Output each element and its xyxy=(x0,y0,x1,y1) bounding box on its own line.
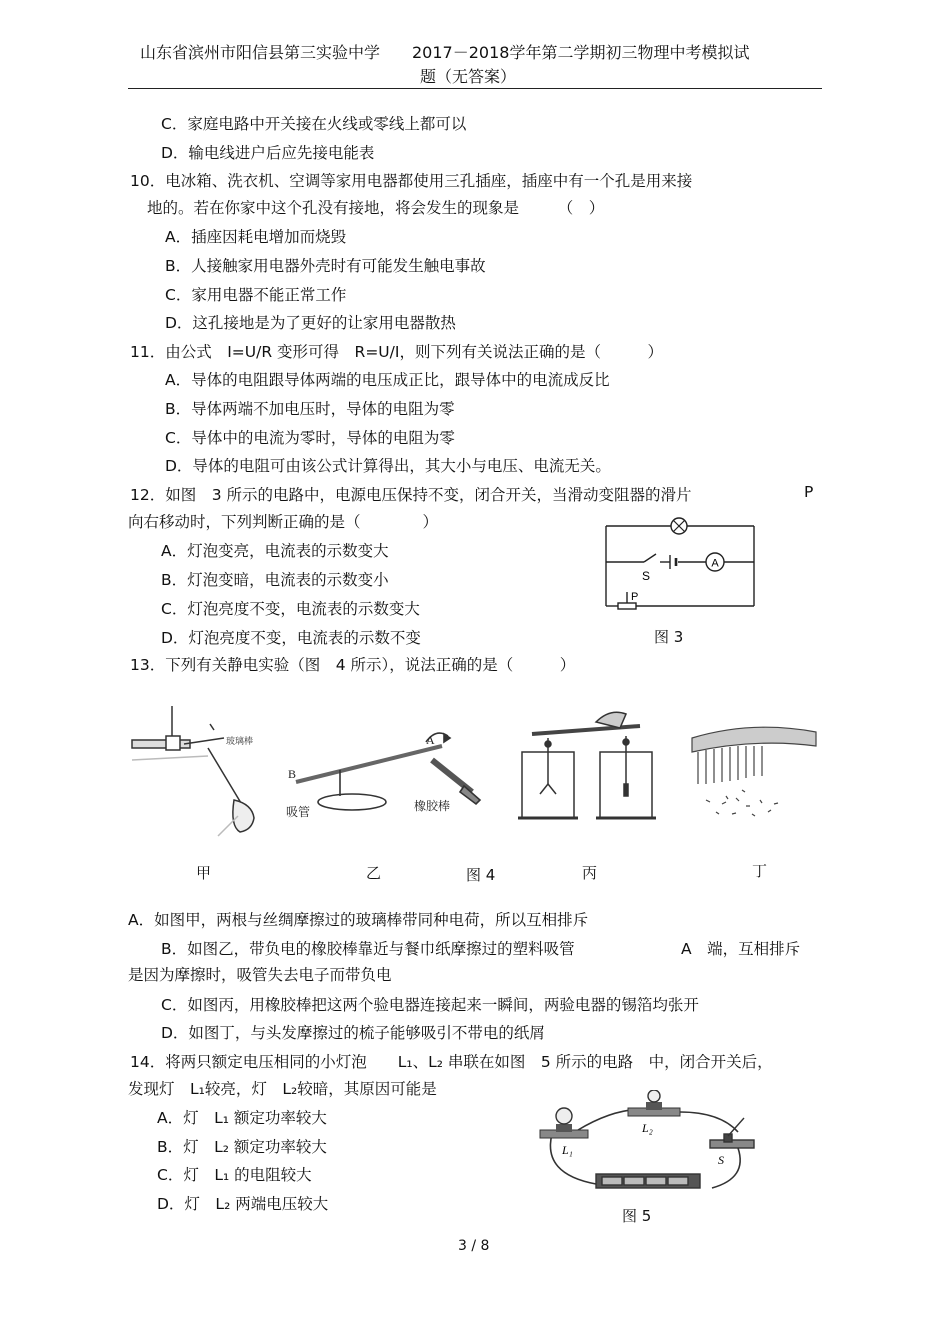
page-header-line1: 山东省滨州市阳信县第三实验中学 2017－2018学年第二学期初三物理中考模拟试 xyxy=(140,43,750,62)
q11-option-d: D．导体的电阻可由该公式计算得出，其大小与电压、电流无关。 xyxy=(165,457,611,475)
q13-option-d: D．如图丁，与头发摩擦过的梳子能够吸引不带电的纸屑 xyxy=(161,1024,545,1042)
figure-4-caption: 图 4 xyxy=(466,866,496,884)
figure-4-jia xyxy=(132,706,254,836)
q13-option-b-tail: A 端，互相排斥 xyxy=(681,940,801,958)
q12-option-c: C．灯泡亮度不变，电流表的示数变大 xyxy=(161,600,420,618)
straw-end-a-label: A xyxy=(426,733,435,747)
q11-option-b: B．导体两端不加电压时，导体的电阻为零 xyxy=(165,400,455,418)
q12-stem-p: P xyxy=(804,483,814,501)
q14-option-c: C．灯 L₁ 的电阻较大 xyxy=(157,1166,312,1184)
slider-label: P xyxy=(631,591,639,603)
ammeter-label: A xyxy=(711,557,719,570)
bulb-l2-icon xyxy=(628,1090,680,1116)
lamp-icon xyxy=(671,518,687,534)
figure-4-subcaption-yi: 乙 xyxy=(366,864,382,882)
q10-option-d: D．这孔接地是为了更好的让家用电器散热 xyxy=(165,314,456,332)
q13-stem: 13．下列有关静电实验（图 4 所示），说法正确的是（ ） xyxy=(130,656,576,674)
q10-stem-line2: 地的。若在你家中这个孔没有接地，将会发生的现象是 （ ） xyxy=(147,199,605,217)
q13-option-b-line1: B．如图乙，带负电的橡胶棒靠近与餐巾纸摩擦过的塑料吸管 xyxy=(161,940,575,958)
q10-stem-line1: 10．电冰箱、洗衣机、空调等家用电器都使用三孔插座，插座中有一个孔是用来接 xyxy=(130,172,693,190)
figure-5-circuit xyxy=(532,1090,772,1200)
rubber-rod-label: 橡胶棒 xyxy=(414,799,451,813)
q10-option-c: C．家用电器不能正常工作 xyxy=(165,286,347,304)
q11-option-c: C．导体中的电流为零时，导体的电阻为零 xyxy=(165,429,455,447)
q9-option-c: C．家庭电路中开关接在火线或零线上都可以 xyxy=(161,115,467,133)
q12-option-d: D．灯泡亮度不变，电流表的示数不变 xyxy=(161,629,421,647)
l1-label: L₁ xyxy=(562,1143,573,1157)
figure-4-yi xyxy=(296,733,480,810)
page-header-line2: 题（无答案） xyxy=(420,67,517,86)
figure-4-subcaption-jia: 甲 xyxy=(196,864,212,882)
straw-label: 吸管 xyxy=(286,805,311,819)
q14-option-b: B．灯 L₂ 额定功率较大 xyxy=(157,1138,327,1156)
q12-stem-line2: 向右移动时，下列判断正确的是（ ） xyxy=(128,513,439,531)
q11-stem: 11．由公式 I=U/R 变形可得 R=U/I，则下列有关说法正确的是（ ） xyxy=(130,343,663,361)
figure-4-ding xyxy=(692,727,816,816)
l2-label: L₂ xyxy=(642,1121,653,1135)
battery-icon xyxy=(670,555,676,569)
q14-option-d: D．灯 L₂ 两端电压较大 xyxy=(157,1195,329,1213)
page-number: 3 / 8 xyxy=(458,1238,490,1254)
q12-stem-line1: 12．如图 3 所示的电路中，电源电压保持不变，闭合开关，当滑动变阻器的滑片 xyxy=(130,486,692,504)
figure-5-caption: 图 5 xyxy=(622,1207,652,1225)
q13-option-c: C．如图丙，用橡胶棒把这两个验电器连接起来一瞬间，两验电器的锡箔均张开 xyxy=(161,996,699,1014)
q11-option-a: A．导体的电阻跟导体两端的电压成正比，跟导体中的电流成反比 xyxy=(165,371,610,389)
switch-s-label: S xyxy=(718,1153,724,1167)
figure-3-caption: 图 3 xyxy=(654,628,684,646)
bulb-l1-icon xyxy=(540,1108,588,1138)
switch-label: S xyxy=(642,569,651,583)
header-rule xyxy=(128,88,822,89)
glass-rod-label: 玻璃棒 xyxy=(226,737,254,747)
q10-option-a: A．插座因耗电增加而烧毁 xyxy=(165,228,347,246)
figure-4-bing xyxy=(518,712,656,818)
figure-4-illustration xyxy=(126,700,822,850)
figure-4-subcaption-ding: 丁 xyxy=(752,862,768,880)
q14-stem-line2: 发现灯 L₁较亮，灯 L₂较暗，其原因可能是 xyxy=(128,1080,437,1098)
q14-stem-line1: 14．将两只额定电压相同的小灯泡 L₁、L₂ 串联在如图 5 所示的电路 中，闭合开关后， xyxy=(130,1053,773,1071)
q12-option-a: A．灯泡变亮，电流表的示数变大 xyxy=(161,542,389,560)
q10-option-b: B．人接触家用电器外壳时有可能发生触电事故 xyxy=(165,257,486,275)
q12-option-b: B．灯泡变暗，电流表的示数变小 xyxy=(161,571,389,589)
q9-option-d: D．输电线进户后应先接电能表 xyxy=(161,144,375,162)
straw-end-b-label: B xyxy=(288,767,297,781)
q13-option-b-line2: 是因为摩擦时，吸管失去电子而带负电 xyxy=(128,966,392,984)
figure-3-circuit xyxy=(596,508,766,620)
switch-icon xyxy=(710,1118,754,1148)
figure-4-subcaption-bing: 丙 xyxy=(582,864,598,882)
q13-option-a: A．如图甲，两根与丝绸摩擦过的玻璃棒带同种电荷，所以互相排斥 xyxy=(128,911,589,929)
battery-pack-icon xyxy=(596,1174,700,1188)
q14-option-a: A．灯 L₁ 额定功率较大 xyxy=(157,1109,327,1127)
